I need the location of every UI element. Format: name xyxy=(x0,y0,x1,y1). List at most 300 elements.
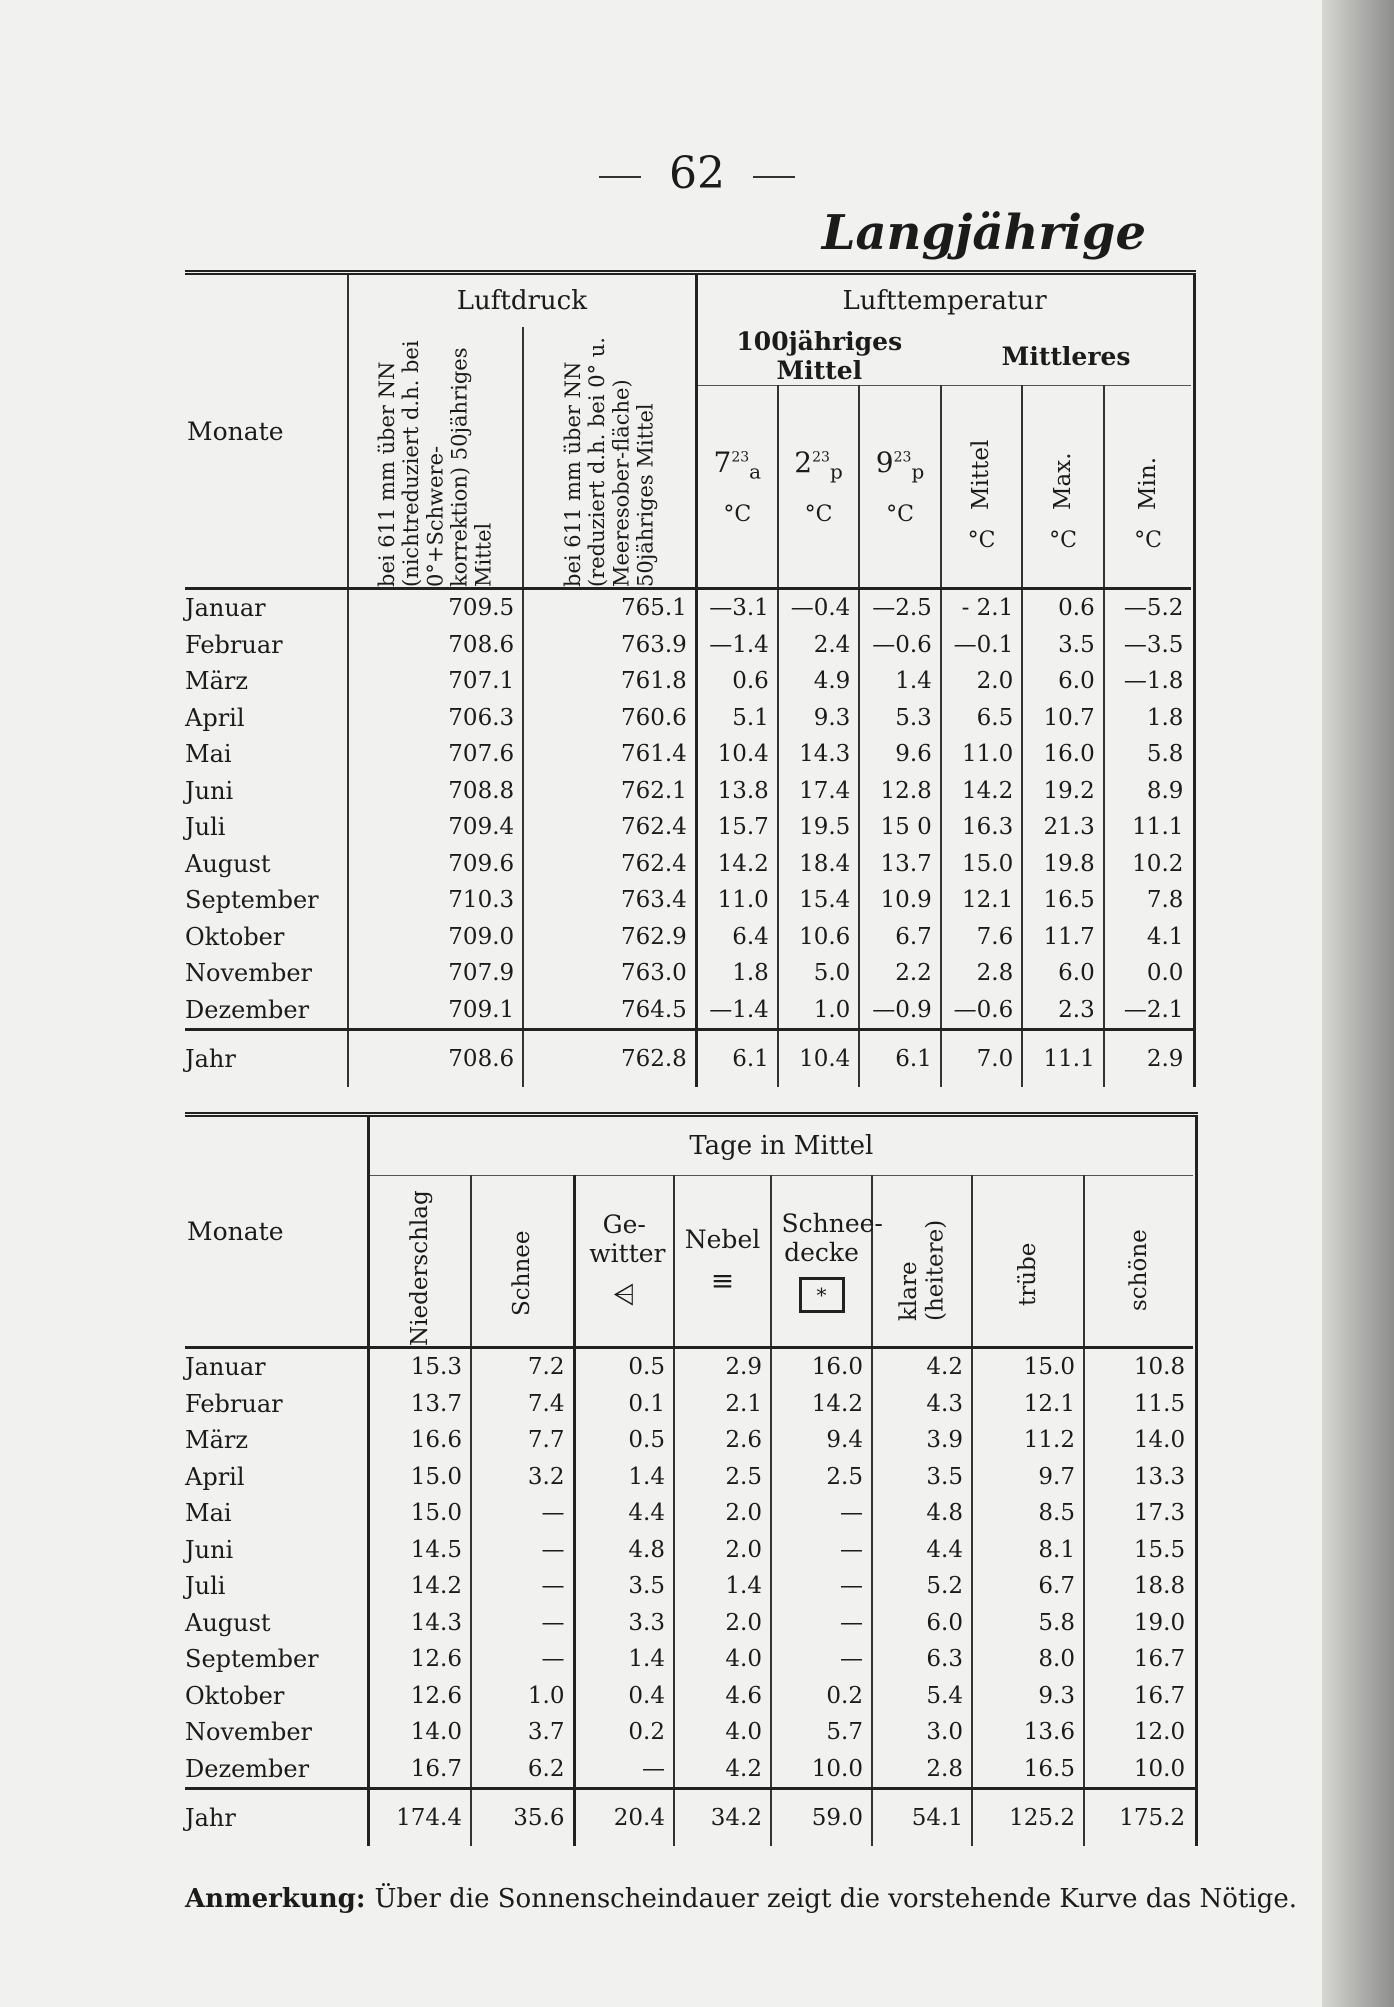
month-cell: Mai xyxy=(185,740,232,769)
value-cell-mn: —1.8 xyxy=(1104,663,1192,700)
value-cell-mx: 11.1 xyxy=(1022,1030,1103,1088)
table-row xyxy=(185,882,1195,919)
row-end xyxy=(1193,1568,1196,1605)
value-cell-ne: 2.5 xyxy=(674,1459,771,1496)
t2-col-schoene-text: schöne xyxy=(1125,1229,1152,1311)
value-cell-t: 9.3 xyxy=(972,1678,1084,1715)
t2-col-gewitter xyxy=(574,1176,674,1348)
row-end xyxy=(1191,919,1194,956)
value-cell-mn: 4.1 xyxy=(1104,919,1192,956)
table-row xyxy=(185,1532,1196,1569)
value-cell-t: 5.8 xyxy=(972,1605,1084,1642)
value-cell-d: 9.4 xyxy=(771,1422,872,1459)
row-end xyxy=(1193,1641,1196,1678)
row-end xyxy=(1193,1422,1196,1459)
row-end xyxy=(1191,1030,1194,1088)
running-title: Langjährige xyxy=(821,205,1146,261)
value-cell-t7: 14.2 xyxy=(696,846,777,883)
value-cell-n: 15.0 xyxy=(368,1459,471,1496)
month-cell: März xyxy=(185,667,248,696)
table-row xyxy=(185,1568,1196,1605)
value-cell-t7: 1.8 xyxy=(696,955,777,992)
value-cell-mx: 3.5 xyxy=(1022,627,1103,664)
t1-lufttemp-header: Lufttemperatur xyxy=(696,273,1191,328)
value-cell-d: — xyxy=(771,1641,872,1678)
t2-col-truebe xyxy=(972,1176,1084,1348)
month-cell: Juli xyxy=(185,1572,226,1601)
value-cell-s: 7.4 xyxy=(471,1386,574,1423)
value-cell-k: 2.8 xyxy=(872,1751,972,1789)
table-row xyxy=(185,809,1195,846)
month-cell: Jahr xyxy=(185,1789,368,1847)
days-table xyxy=(185,1112,1198,1846)
value-cell-p1: 707.1 xyxy=(348,663,523,700)
value-cell-t: 11.2 xyxy=(972,1422,1084,1459)
page-number-text: 62 xyxy=(669,148,725,199)
value-cell-mn: —3.5 xyxy=(1104,627,1192,664)
t2-col-schnee xyxy=(471,1176,574,1348)
t2-col-nebel xyxy=(674,1176,771,1348)
value-cell-d: — xyxy=(771,1532,872,1569)
t1-100yr-header: 100jähriges Mittel xyxy=(696,327,940,386)
value-cell-k: 4.4 xyxy=(872,1532,972,1569)
value-cell-sc: 10.8 xyxy=(1084,1348,1193,1386)
t1-col-min xyxy=(1104,386,1192,589)
table-row xyxy=(185,589,1195,627)
value-cell-d: 16.0 xyxy=(771,1348,872,1386)
value-cell-s: — xyxy=(471,1605,574,1642)
row-end xyxy=(1191,846,1194,883)
t2-col-niederschlag xyxy=(368,1176,471,1348)
value-cell-t9: 2.2 xyxy=(859,955,940,992)
value-cell-mn: —2.1 xyxy=(1104,992,1192,1030)
value-cell-t7: 10.4 xyxy=(696,736,777,773)
value-cell-g: 0.1 xyxy=(574,1386,674,1423)
page-number xyxy=(0,148,1394,199)
value-cell-t: 125.2 xyxy=(972,1789,1084,1847)
value-cell-mn: 8.9 xyxy=(1104,773,1192,810)
t1-col-max-text: Max. xyxy=(1049,452,1076,510)
t1-col-pressure-reduced xyxy=(523,327,696,589)
value-cell-t: 13.6 xyxy=(972,1714,1084,1751)
value-cell-mi: 12.1 xyxy=(941,882,1022,919)
value-cell-sc: 13.3 xyxy=(1084,1459,1193,1496)
month-cell: Oktober xyxy=(185,1681,285,1710)
value-cell-mi: 2.0 xyxy=(941,663,1022,700)
t1-mittleres-header: Mittleres xyxy=(1001,341,1131,371)
row-end xyxy=(1193,1348,1196,1386)
value-cell-p1: 707.6 xyxy=(348,736,523,773)
pressure-temperature-table xyxy=(185,270,1196,1087)
value-cell-s: 6.2 xyxy=(471,1751,574,1789)
t2-right-border xyxy=(1193,1115,1196,1348)
value-cell-n: 174.4 xyxy=(368,1789,471,1847)
t2-col-gewitter-text: Ge-witter xyxy=(589,1210,666,1268)
row-end xyxy=(1193,1459,1196,1496)
year-row xyxy=(185,1789,1196,1847)
t2-tage-header: Tage in Mittel xyxy=(368,1115,1193,1176)
t1-monate-header: Monate xyxy=(185,273,348,589)
month-cell: August xyxy=(185,1608,271,1637)
value-cell-t2: 1.0 xyxy=(778,992,859,1030)
row-end xyxy=(1191,882,1194,919)
snow-cover-symbol-icon: * xyxy=(799,1277,845,1313)
value-cell-mn: 11.1 xyxy=(1104,809,1192,846)
month-cell: Dezember xyxy=(185,995,310,1024)
t2-body xyxy=(185,1348,1196,1847)
month-cell: April xyxy=(185,1462,245,1491)
value-cell-d: 10.0 xyxy=(771,1751,872,1789)
value-cell-t7: 0.6 xyxy=(696,663,777,700)
value-cell-sc: 15.5 xyxy=(1084,1532,1193,1569)
value-cell-s: — xyxy=(471,1495,574,1532)
row-end xyxy=(1191,589,1194,627)
value-cell-k: 54.1 xyxy=(872,1789,972,1847)
value-cell-t2: 10.6 xyxy=(778,919,859,956)
value-cell-t2: 14.3 xyxy=(778,736,859,773)
value-cell-sc: 16.7 xyxy=(1084,1641,1193,1678)
value-cell-t7: —1.4 xyxy=(696,627,777,664)
t2-col-truebe-text: trübe xyxy=(1014,1242,1041,1306)
value-cell-t2: 9.3 xyxy=(778,700,859,737)
value-cell-k: 3.9 xyxy=(872,1422,972,1459)
dash-right xyxy=(753,176,795,178)
row-end xyxy=(1191,736,1194,773)
value-cell-sc: 14.0 xyxy=(1084,1422,1193,1459)
value-cell-d: — xyxy=(771,1568,872,1605)
value-cell-mn: 5.8 xyxy=(1104,736,1192,773)
table-row xyxy=(185,1459,1196,1496)
value-cell-d: 5.7 xyxy=(771,1714,872,1751)
value-cell-t2: 2.4 xyxy=(778,627,859,664)
month-cell: November xyxy=(185,959,313,988)
value-cell-n: 12.6 xyxy=(368,1678,471,1715)
value-cell-s: 3.7 xyxy=(471,1714,574,1751)
value-cell-ne: 34.2 xyxy=(674,1789,771,1847)
value-cell-n: 12.6 xyxy=(368,1641,471,1678)
value-cell-t7: 5.1 xyxy=(696,700,777,737)
value-cell-mi: —0.6 xyxy=(941,992,1022,1030)
table-row xyxy=(185,1495,1196,1532)
value-cell-mn: —5.2 xyxy=(1104,589,1192,627)
value-cell-t2: 19.5 xyxy=(778,809,859,846)
value-cell-mi: 7.6 xyxy=(941,919,1022,956)
value-cell-p1: 709.1 xyxy=(348,992,523,1030)
value-cell-t: 8.5 xyxy=(972,1495,1084,1532)
table-row xyxy=(185,700,1195,737)
t2-monate-header: Monate xyxy=(185,1115,368,1348)
month-cell: August xyxy=(185,849,271,878)
value-cell-g: 4.4 xyxy=(574,1495,674,1532)
t1-unit: °C xyxy=(886,501,914,527)
value-cell-d: 2.5 xyxy=(771,1459,872,1496)
value-cell-t9: 1.4 xyxy=(859,663,940,700)
month-cell: Mai xyxy=(185,1499,232,1528)
value-cell-p1: 709.0 xyxy=(348,919,523,956)
table-row xyxy=(185,1714,1196,1751)
row-end xyxy=(1193,1532,1196,1569)
value-cell-p2: 761.4 xyxy=(523,736,696,773)
table-row xyxy=(185,1751,1196,1789)
t1-col-mittel-text: Mittel xyxy=(968,439,995,510)
dash-left xyxy=(599,176,641,178)
value-cell-mn: 7.8 xyxy=(1104,882,1192,919)
table-row xyxy=(185,627,1195,664)
value-cell-ne: 2.9 xyxy=(674,1348,771,1386)
value-cell-n: 15.3 xyxy=(368,1348,471,1386)
t2-col-klare-text: klare (heitere) xyxy=(895,1219,948,1321)
value-cell-mx: 16.5 xyxy=(1022,882,1103,919)
value-cell-k: 5.4 xyxy=(872,1678,972,1715)
value-cell-t9: 9.6 xyxy=(859,736,940,773)
value-cell-n: 13.7 xyxy=(368,1386,471,1423)
value-cell-p1: 709.6 xyxy=(348,846,523,883)
table-row xyxy=(185,1422,1196,1459)
value-cell-mn: 1.8 xyxy=(1104,700,1192,737)
value-cell-g: 0.2 xyxy=(574,1714,674,1751)
t2-col-klare xyxy=(872,1176,972,1348)
t1-col-max xyxy=(1022,386,1103,589)
value-cell-p1: 706.3 xyxy=(348,700,523,737)
value-cell-t: 8.1 xyxy=(972,1532,1084,1569)
value-cell-n: 14.0 xyxy=(368,1714,471,1751)
t1-col-2p xyxy=(778,386,859,589)
t1-col-p1-text: bei 611 mm über NN (nichtreduziert d.h. bei 0°+Schwere-korrektion) 50jähriges Mittel xyxy=(375,340,496,587)
t1-col-9p-sup: 23 xyxy=(893,449,912,466)
t1-col-pressure-unreduced xyxy=(348,327,523,589)
value-cell-d: 59.0 xyxy=(771,1789,872,1847)
t1-col-mittel xyxy=(941,386,1022,589)
value-cell-p2: 763.0 xyxy=(523,955,696,992)
table-row xyxy=(185,1386,1196,1423)
value-cell-p2: 762.4 xyxy=(523,846,696,883)
value-cell-mx: 0.6 xyxy=(1022,589,1103,627)
t1-col-7a-main: 7 xyxy=(713,446,732,480)
value-cell-t9: 10.9 xyxy=(859,882,940,919)
table-row xyxy=(185,773,1195,810)
value-cell-d: 14.2 xyxy=(771,1386,872,1423)
value-cell-mx: 6.0 xyxy=(1022,663,1103,700)
value-cell-t2: 5.0 xyxy=(778,955,859,992)
month-cell: Januar xyxy=(185,594,266,623)
footnote-label: Anmerkung: xyxy=(185,1884,366,1914)
value-cell-n: 16.7 xyxy=(368,1751,471,1789)
year-row xyxy=(185,1030,1195,1088)
value-cell-p2: 760.6 xyxy=(523,700,696,737)
value-cell-t7: 11.0 xyxy=(696,882,777,919)
value-cell-g: 0.5 xyxy=(574,1348,674,1386)
table-row xyxy=(185,1678,1196,1715)
value-cell-t2: 18.4 xyxy=(778,846,859,883)
table-row xyxy=(185,846,1195,883)
month-cell: Februar xyxy=(185,630,283,659)
value-cell-p2: 762.8 xyxy=(523,1030,696,1088)
value-cell-s: — xyxy=(471,1532,574,1569)
t1-unit: °C xyxy=(804,501,833,527)
value-cell-t: 8.0 xyxy=(972,1641,1084,1678)
t2-col-schneedecke-text: Schnee-decke xyxy=(781,1209,883,1267)
value-cell-s: 7.7 xyxy=(471,1422,574,1459)
month-cell: Februar xyxy=(185,1389,283,1418)
value-cell-mx: 19.8 xyxy=(1022,846,1103,883)
value-cell-s: 1.0 xyxy=(471,1678,574,1715)
value-cell-t: 9.7 xyxy=(972,1459,1084,1496)
row-end xyxy=(1191,627,1194,664)
t1-unit: °C xyxy=(1049,528,1077,553)
fog-symbol-icon: ≡ xyxy=(710,1264,735,1297)
value-cell-t2: 10.4 xyxy=(778,1030,859,1088)
value-cell-g: 20.4 xyxy=(574,1789,674,1847)
value-cell-k: 6.0 xyxy=(872,1605,972,1642)
value-cell-mi: 2.8 xyxy=(941,955,1022,992)
value-cell-sc: 17.3 xyxy=(1084,1495,1193,1532)
value-cell-p2: 761.8 xyxy=(523,663,696,700)
row-end xyxy=(1193,1789,1196,1847)
value-cell-k: 5.2 xyxy=(872,1568,972,1605)
t1-col-2p-sub: p xyxy=(829,459,843,484)
value-cell-sc: 175.2 xyxy=(1084,1789,1193,1847)
value-cell-t7: 13.8 xyxy=(696,773,777,810)
value-cell-t2: 17.4 xyxy=(778,773,859,810)
t2-col-nebel-text: Nebel xyxy=(684,1225,761,1254)
value-cell-p2: 763.9 xyxy=(523,627,696,664)
t1-body xyxy=(185,589,1195,1088)
month-cell: April xyxy=(185,703,245,732)
value-cell-sc: 12.0 xyxy=(1084,1714,1193,1751)
value-cell-sc: 19.0 xyxy=(1084,1605,1193,1642)
month-cell: Oktober xyxy=(185,922,285,951)
t2-col-schneedecke xyxy=(771,1176,883,1348)
value-cell-t: 15.0 xyxy=(972,1348,1084,1386)
value-cell-t: 16.5 xyxy=(972,1751,1084,1789)
value-cell-p2: 763.4 xyxy=(523,882,696,919)
value-cell-ne: 2.0 xyxy=(674,1605,771,1642)
month-cell: Juni xyxy=(185,776,234,805)
value-cell-g: 4.8 xyxy=(574,1532,674,1569)
value-cell-mi: 15.0 xyxy=(941,846,1022,883)
value-cell-p2: 762.1 xyxy=(523,773,696,810)
footnote xyxy=(185,1884,1297,1914)
value-cell-s: 35.6 xyxy=(471,1789,574,1847)
value-cell-t9: 5.3 xyxy=(859,700,940,737)
value-cell-mx: 19.2 xyxy=(1022,773,1103,810)
t1-col-min-text: Min. xyxy=(1134,456,1161,510)
value-cell-t7: —3.1 xyxy=(696,589,777,627)
table-row xyxy=(185,955,1195,992)
t2-col-schoene xyxy=(1084,1176,1193,1348)
value-cell-mi: 16.3 xyxy=(941,809,1022,846)
footnote-text: Über die Sonnenscheindauer zeigt die vorstehende Kurve das Nötige. xyxy=(374,1884,1297,1914)
value-cell-mn: 2.9 xyxy=(1104,1030,1192,1088)
row-end xyxy=(1193,1751,1196,1789)
value-cell-p1: 709.4 xyxy=(348,809,523,846)
value-cell-t9: 6.7 xyxy=(859,919,940,956)
value-cell-mi: - 2.1 xyxy=(941,589,1022,627)
row-end xyxy=(1193,1605,1196,1642)
value-cell-n: 14.2 xyxy=(368,1568,471,1605)
value-cell-s: — xyxy=(471,1568,574,1605)
value-cell-t: 12.1 xyxy=(972,1386,1084,1423)
value-cell-p1: 708.6 xyxy=(348,627,523,664)
value-cell-ne: 4.0 xyxy=(674,1641,771,1678)
month-cell: November xyxy=(185,1718,313,1747)
table-row xyxy=(185,992,1195,1030)
value-cell-g: — xyxy=(574,1751,674,1789)
value-cell-sc: 16.7 xyxy=(1084,1678,1193,1715)
value-cell-mx: 2.3 xyxy=(1022,992,1103,1030)
t1-unit: °C xyxy=(967,528,996,553)
value-cell-sc: 11.5 xyxy=(1084,1386,1193,1423)
value-cell-t7: 15.7 xyxy=(696,809,777,846)
row-end xyxy=(1191,773,1194,810)
t1-col-p2-text: bei 611 mm über NN (reduziert d.h. bei 0° u. Meeresober-fläche) 50jähriges Mittel xyxy=(561,337,658,587)
value-cell-ne: 4.2 xyxy=(674,1751,771,1789)
t2-col-niederschlag-text: Niederschlag xyxy=(406,1190,433,1346)
value-cell-d: 0.2 xyxy=(771,1678,872,1715)
value-cell-k: 4.8 xyxy=(872,1495,972,1532)
t1-col-7a-sup: 23 xyxy=(731,449,750,466)
t1-right-border xyxy=(1191,273,1194,589)
t1-col-2p-sup: 23 xyxy=(812,449,830,466)
value-cell-p2: 764.5 xyxy=(523,992,696,1030)
value-cell-mn: 0.0 xyxy=(1104,955,1192,992)
value-cell-k: 3.0 xyxy=(872,1714,972,1751)
row-end xyxy=(1191,955,1194,992)
value-cell-mi: 6.5 xyxy=(941,700,1022,737)
value-cell-mi: 7.0 xyxy=(941,1030,1022,1088)
value-cell-t9: —2.5 xyxy=(859,589,940,627)
value-cell-t2: 4.9 xyxy=(778,663,859,700)
thunderstorm-symbol-icon: ⩤ xyxy=(613,1278,636,1311)
value-cell-t9: 12.8 xyxy=(859,773,940,810)
t1-col-9p-main: 9 xyxy=(875,446,894,480)
value-cell-t9: 6.1 xyxy=(859,1030,940,1088)
value-cell-g: 1.4 xyxy=(574,1459,674,1496)
t1-col-9p-sub: p xyxy=(911,459,925,484)
value-cell-s: — xyxy=(471,1641,574,1678)
value-cell-k: 4.2 xyxy=(872,1348,972,1386)
value-cell-mi: —0.1 xyxy=(941,627,1022,664)
value-cell-ne: 2.1 xyxy=(674,1386,771,1423)
value-cell-p1: 710.3 xyxy=(348,882,523,919)
value-cell-g: 3.5 xyxy=(574,1568,674,1605)
t1-col-2p-main: 2 xyxy=(794,446,813,480)
value-cell-mn: 10.2 xyxy=(1104,846,1192,883)
page-edge xyxy=(1322,0,1394,2007)
row-end xyxy=(1193,1714,1196,1751)
value-cell-p1: 708.8 xyxy=(348,773,523,810)
value-cell-p1: 709.5 xyxy=(348,589,523,627)
value-cell-n: 14.3 xyxy=(368,1605,471,1642)
month-cell: September xyxy=(185,886,319,915)
value-cell-mi: 14.2 xyxy=(941,773,1022,810)
value-cell-ne: 1.4 xyxy=(674,1568,771,1605)
value-cell-k: 6.3 xyxy=(872,1641,972,1678)
row-end xyxy=(1191,700,1194,737)
value-cell-n: 16.6 xyxy=(368,1422,471,1459)
month-cell: Dezember xyxy=(185,1754,310,1783)
row-end xyxy=(1193,1678,1196,1715)
value-cell-sc: 10.0 xyxy=(1084,1751,1193,1789)
table-row xyxy=(185,663,1195,700)
t1-unit: °C xyxy=(1134,528,1162,553)
value-cell-g: 3.3 xyxy=(574,1605,674,1642)
value-cell-mx: 11.7 xyxy=(1022,919,1103,956)
row-end xyxy=(1193,1495,1196,1532)
month-cell: Jahr xyxy=(185,1030,348,1088)
value-cell-g: 0.5 xyxy=(574,1422,674,1459)
value-cell-t2: 15.4 xyxy=(778,882,859,919)
